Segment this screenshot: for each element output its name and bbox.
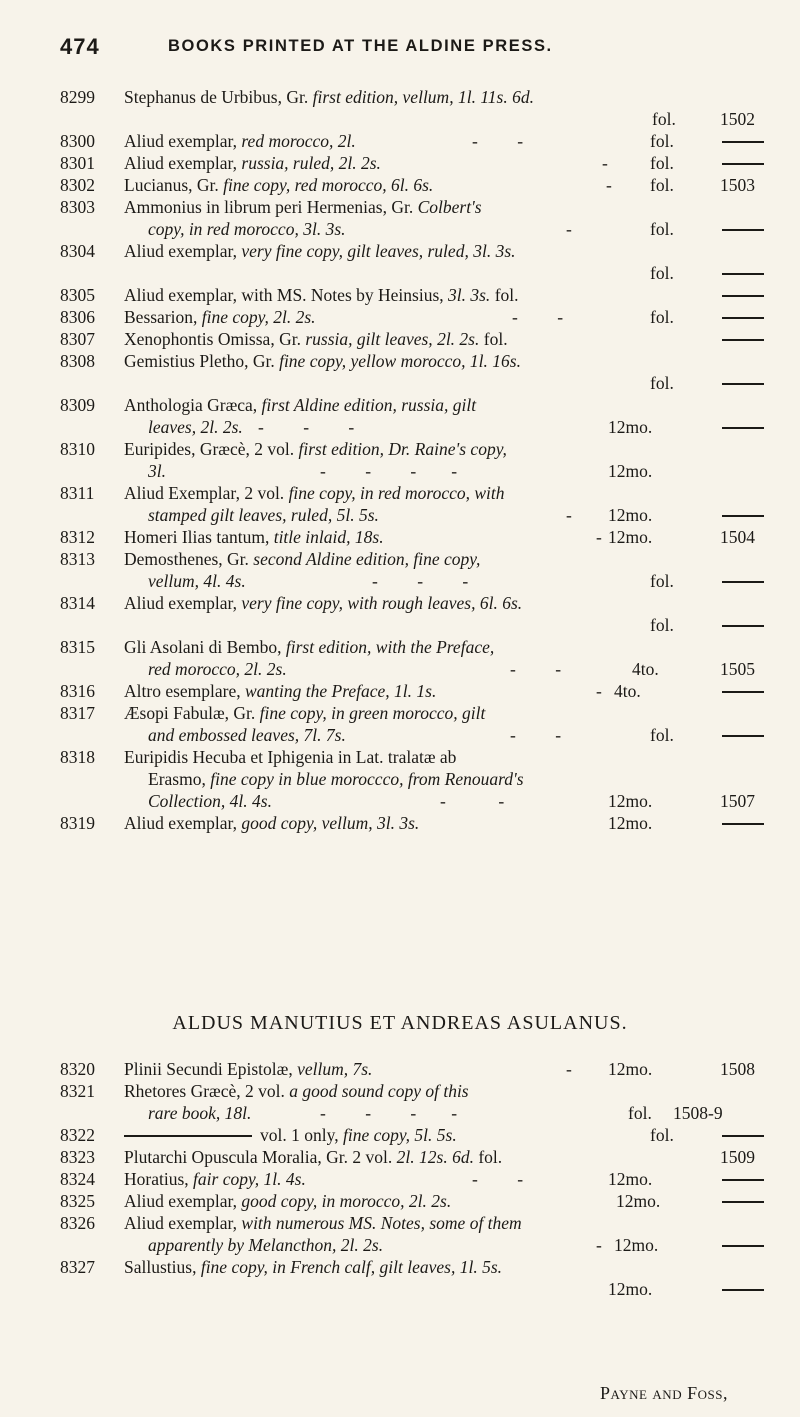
ditto-dash [722, 1179, 764, 1181]
ditto-dash [722, 735, 764, 737]
entry-line: vellum, 4l. 4s. - - - fol. [0, 570, 800, 592]
format: fol. [650, 263, 674, 283]
ditto-dash [722, 581, 764, 583]
entry-text: Aliud exemplar, good copy, vellum, 3l. 3s. [124, 813, 420, 833]
entry-line [0, 1080, 800, 1102]
entry-text: Euripides, Græcè, 2 vol. first edition, Dr. Raine's copy, [124, 439, 507, 459]
year: 1507 [720, 791, 755, 811]
lot-number: 8306 [60, 307, 95, 327]
lot-number: 8303 [60, 197, 95, 217]
entry-text-cont: rare book, 18l. [148, 1103, 252, 1123]
year: 1505 [720, 659, 755, 679]
entry-text: Rhetores Græcè, 2 vol. a good sound copy of this [124, 1081, 469, 1101]
entry-text: Horatius, fair copy, 1l. 4s. [124, 1169, 306, 1189]
entry-text: Homeri Ilias tantum, title inlaid, 18s. [124, 527, 384, 547]
entry-line: rare book, 18l. - - - - fol. 1508-9 [148, 1103, 723, 1123]
year: 1503 [720, 175, 755, 195]
ditto-dash [722, 1201, 764, 1203]
lot-number: 8299 [60, 87, 95, 107]
entry-line [0, 438, 800, 460]
entry-text: Lucianus, Gr. fine copy, red morocco, 6l. 6s. [124, 175, 434, 195]
format: 4to. [632, 659, 659, 679]
lot-number: 8302 [60, 175, 95, 195]
entry-text: Aliud Exemplar, 2 vol. fine copy, in red morocco, with [124, 483, 505, 503]
entry-text-cont: vellum, 4l. 4s. [148, 571, 246, 591]
entry-text: Aliud exemplar, very fine copy, with rough leaves, 6l. 6s. [124, 593, 523, 613]
format: 12mo. [608, 417, 653, 437]
entry-text-cont: stamped gilt leaves, ruled, 5l. 5s. [148, 505, 379, 525]
ditto-dash [722, 1289, 764, 1291]
ditto-dash [722, 141, 764, 143]
lot-number: 8310 [60, 439, 95, 459]
entries-group-2 [0, 1058, 800, 1300]
entry-line: copy, in red morocco, 3l. 3s. - fol. [0, 218, 800, 240]
entry-text: Plutarchi Opuscula Moralia, Gr. 2 vol. 2l. 12s. 6d. fol. [124, 1147, 503, 1167]
entry-line: and embossed leaves, 7l. 7s. - - fol. [0, 724, 800, 746]
entry-line [0, 1190, 800, 1212]
entry-text: Sallustius, fine copy, in French calf, gilt leaves, 1l. 5s. [124, 1257, 503, 1277]
lot-number: 8308 [60, 351, 95, 371]
entry-text: Aliud exemplar, with MS. Notes by Heinsius, 3l. 3s. fol. [124, 285, 519, 305]
lot-number: 8316 [60, 681, 95, 701]
format: fol. [650, 131, 674, 151]
entry-line [0, 702, 800, 724]
lot-number: 8319 [60, 813, 95, 833]
ditto-dash [722, 317, 764, 319]
format: 12mo. [608, 1279, 653, 1299]
format: fol. [628, 1103, 652, 1123]
format: fol. [650, 175, 674, 195]
entry-text: Demosthenes, Gr. second Aldine edition, fine copy, [124, 549, 481, 569]
lot-number: 8309 [60, 395, 95, 415]
ditto-dash [722, 823, 764, 825]
entry-text: Anthologia Græca, first Aldine edition, russia, gilt [124, 395, 477, 415]
entry-line: leaves, 2l. 2s. - - - 12mo. [0, 416, 800, 438]
entry-text: Xenophontis Omissa, Gr. russia, gilt leaves, 2l. 2s. fol. [124, 329, 508, 349]
entry-text: Altro esemplare, wanting the Preface, 1l. 1s. [124, 681, 437, 701]
ditto-rule [124, 1135, 252, 1137]
entry-text: Aliud exemplar, good copy, in morocco, 2l. 2s. [124, 1191, 452, 1211]
entry-line: 8316 Altro esemplare, wanting the Preface, 1l. 1s. - 4to. [0, 680, 800, 702]
lot-number: 8318 [60, 747, 95, 767]
lot-number: 8325 [60, 1191, 95, 1211]
entry-line [0, 284, 800, 306]
entry-line [0, 812, 800, 834]
format: fol. [650, 307, 674, 327]
entry-line [0, 548, 800, 570]
entry-text-cont: copy, in red morocco, 3l. 3s. [148, 219, 346, 239]
year: 1509 [720, 1147, 755, 1167]
year: 1508-9 [673, 1103, 723, 1123]
entry-line [0, 746, 800, 768]
ditto-dash [722, 339, 764, 341]
format: fol. [650, 219, 674, 239]
ditto-dash [722, 1245, 764, 1247]
entry-line [0, 1212, 800, 1234]
format: 12mo. [608, 461, 653, 481]
entry-text: Aliud exemplar, red morocco, 2l. [124, 131, 356, 151]
entry-text-cont: Collection, 4l. 4s. [148, 791, 272, 811]
entry-line [0, 350, 800, 372]
ditto-dash [722, 295, 764, 297]
entry-text: Aliud exemplar, russia, ruled, 2l. 2s. [124, 153, 381, 173]
entry-text: Ammonius in librum peri Hermenias, Gr. Colbert's [124, 197, 482, 217]
lot-number: 8300 [60, 131, 95, 151]
format: 12mo. [608, 1059, 653, 1079]
ditto-dash [722, 1135, 764, 1137]
format: fol. [650, 373, 674, 393]
format: fol. [650, 1125, 674, 1145]
format: 4to. [614, 681, 641, 701]
entry-line [0, 372, 800, 394]
ditto-dash [722, 229, 764, 231]
ditto-dash [722, 383, 764, 385]
page-header [60, 34, 760, 64]
entry-text-cont: and embossed leaves, 7l. 7s. [148, 725, 346, 745]
format: 12mo. [608, 1169, 653, 1189]
entry-text: vol. 1 only, fine copy, 5l. 5s. [260, 1125, 457, 1145]
lot-number: 8321 [60, 1081, 95, 1101]
entry-text: Gemistius Pletho, Gr. fine copy, yellow morocco, 1l. 16s. [124, 351, 521, 371]
lot-number: 8326 [60, 1213, 95, 1233]
entries-group-1 [0, 86, 800, 834]
lot-number: 8312 [60, 527, 95, 547]
lot-number: 8317 [60, 703, 95, 723]
year: 1502 [720, 109, 755, 129]
entry-text-cont: apparently by Melancthon, 2l. 2s. [148, 1235, 384, 1255]
entry-line: 8300 Aliud exemplar, red morocco, 2l. - - fol. [0, 130, 800, 152]
catchword: Payne and Foss, [600, 1383, 728, 1403]
entry-line [0, 636, 800, 658]
lot-number: 8314 [60, 593, 95, 613]
entry-line: apparently by Melancthon, 2l. 2s. - 12mo. [0, 1234, 800, 1256]
entry-line: 8306 Bessarion, fine copy, 2l. 2s. - - fol. [0, 306, 800, 328]
lot-number: 8305 [60, 285, 95, 305]
lot-number: 8324 [60, 1169, 95, 1189]
entry-line: Collection, 4l. 4s. - - 12mo. 1507 [148, 791, 755, 811]
entry-line: stamped gilt leaves, ruled, 5l. 5s. - 12mo. [0, 504, 800, 526]
entry-text: Æsopi Fabulæ, Gr. fine copy, in green morocco, gilt [124, 703, 486, 723]
entry-text-cont: Erasmo, fine copy in blue moroccco, from Renouard's [148, 769, 524, 789]
lot-number: 8322 [60, 1125, 95, 1145]
entry-line: red morocco, 2l. 2s. - - 4to. 1505 [148, 659, 755, 679]
entry-line: 8302 Lucianus, Gr. fine copy, red morocco, 6l. 6s. - fol. 1503 [60, 175, 755, 195]
entry-line [0, 1146, 800, 1168]
lot-number: 8304 [60, 241, 95, 261]
entry-text-cont: 3l. [148, 461, 166, 481]
format: 12mo. [608, 527, 653, 547]
entry-line [0, 1278, 800, 1300]
entry-line [0, 196, 800, 218]
ditto-dash [722, 163, 764, 165]
entry-line: 8320 Plinii Secundi Epistolæ, vellum, 7s. - 12mo. 1508 [60, 1059, 755, 1079]
ditto-dash [722, 515, 764, 517]
entry-text: Plinii Secundi Epistolæ, vellum, 7s. [124, 1059, 373, 1079]
entry-line: 3l. - - - - 12mo. [148, 461, 653, 481]
entry-line: 8312 Homeri Ilias tantum, title inlaid, 18s. - 12mo. 1504 [60, 527, 755, 547]
entry-line: 8301 Aliud exemplar, russia, ruled, 2l. 2s. - fol. [0, 152, 800, 174]
lot-number: 8301 [60, 153, 95, 173]
entry-text: Gli Asolani di Bembo, first edition, with the Preface, [124, 637, 495, 657]
entry-text: Euripidis Hecuba et Iphigenia in Lat. tralatæ ab [124, 747, 457, 767]
lot-number: 8311 [60, 483, 95, 503]
format: 12mo. [608, 813, 653, 833]
entry-text: Aliud exemplar, very fine copy, gilt leaves, ruled, 3l. 3s. [124, 241, 516, 261]
ditto-dash [722, 691, 764, 693]
entry-line [0, 328, 800, 350]
format: fol. [650, 153, 674, 173]
lot-number: 8307 [60, 329, 95, 349]
entry-text: Bessarion, fine copy, 2l. 2s. [124, 307, 316, 327]
entry-line [0, 482, 800, 504]
entry-line [0, 768, 800, 790]
format: fol. [650, 615, 674, 635]
running-head: BOOKS PRINTED AT THE ALDINE PRESS. [168, 37, 553, 55]
entry-line [0, 262, 800, 284]
entry-line [0, 1256, 800, 1278]
format: 12mo. [608, 505, 653, 525]
entry-text-cont: red morocco, 2l. 2s. [148, 659, 287, 679]
format: fol. [652, 109, 676, 129]
entry-text: Stephanus de Urbibus, Gr. first edition, vellum, 1l. 11s. 6d. [124, 87, 534, 107]
entry-text: Aliud exemplar, with numerous MS. Notes, some of them [124, 1213, 522, 1233]
entry-line [0, 1124, 800, 1146]
format: fol. [650, 725, 674, 745]
ditto-dash [722, 625, 764, 627]
entry-line [0, 394, 800, 416]
ditto-dash [722, 273, 764, 275]
lot-number: 8320 [60, 1059, 95, 1079]
year: 1504 [720, 527, 755, 547]
entry-line [0, 86, 800, 108]
format: fol. [650, 571, 674, 591]
entry-line: 8324 Horatius, fair copy, 1l. 4s. - - 12mo. [0, 1168, 800, 1190]
format: 12mo. [616, 1191, 661, 1211]
entry-line [0, 592, 800, 614]
format: 12mo. [608, 791, 653, 811]
lot-number: 8313 [60, 549, 95, 569]
section-title: ALDUS MANUTIUS ET ANDREAS ASULANUS. [172, 1012, 628, 1034]
year: 1508 [720, 1059, 755, 1079]
entry-text-cont: leaves, 2l. 2s. [148, 417, 243, 437]
entry-line [0, 240, 800, 262]
page-number: 474 [60, 34, 100, 59]
format: 12mo. [614, 1235, 659, 1255]
lot-number: 8327 [60, 1257, 95, 1277]
lot-number: 8323 [60, 1147, 95, 1167]
ditto-dash [722, 427, 764, 429]
lot-number: 8315 [60, 637, 95, 657]
entry-line [0, 614, 800, 636]
entry-line [0, 108, 800, 130]
